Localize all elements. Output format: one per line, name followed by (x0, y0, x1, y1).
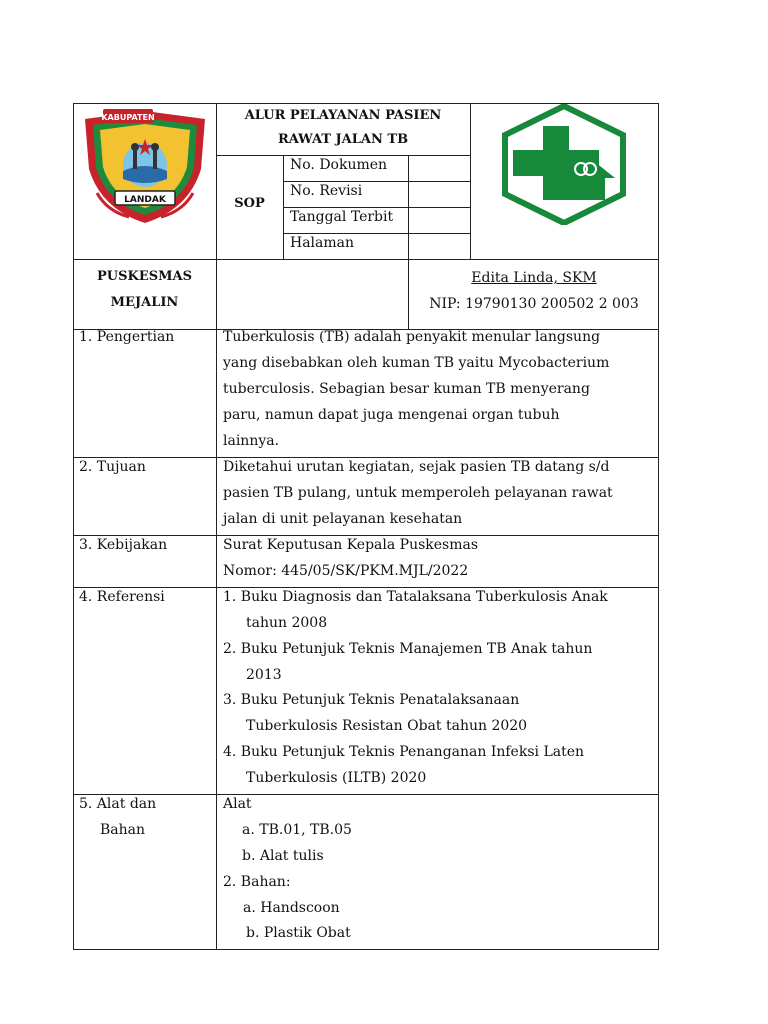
pengertian-line: Tuberkulosis (TB) adalah penyakit menular langsung (223, 329, 601, 345)
pengertian-line: tuberculosis. Sebagian besar kuman TB menyerang (223, 381, 590, 397)
referensi-line: 1. Buku Diagnosis dan Tatalaksana Tuberkulosis Anak (223, 589, 608, 605)
alat-bahan-line: 2. Bahan: (223, 874, 291, 890)
referensi-line: Tuberkulosis (ILTB) 2020 (246, 770, 427, 786)
doc-field-no-revisi: No. Revisi (290, 183, 363, 199)
doc-field-tanggal-terbit: Tanggal Terbit (290, 209, 394, 225)
tujuan-line: Diketahui urutan kegiatan, sejak pasien TB datang s/d (223, 459, 610, 475)
sop-title-line1: ALUR PELAYANAN PASIEN (244, 108, 442, 123)
pengertian-line: lainnya. (223, 433, 280, 449)
alat-bahan-line: a. Handscoon (243, 900, 340, 916)
alat-bahan-line: a. TB.01, TB.05 (242, 822, 352, 838)
logo-top-text: KABUPATEN (101, 113, 155, 122)
table-border-right (658, 103, 659, 950)
tujuan-line: pasien TB pulang, untuk memperoleh pelayanan rawat (223, 485, 613, 501)
doc-field-halaman: Halaman (290, 235, 355, 251)
pengertian-line: paru, namun dapat juga mengenai organ tubuh (223, 407, 560, 423)
kabupaten-landak-logo (77, 105, 213, 227)
sop-label: SOP (234, 196, 265, 211)
sop-title-line2: RAWAT JALAN TB (277, 132, 409, 147)
table-border-left (73, 103, 74, 950)
referensi-line: tahun 2008 (246, 615, 328, 631)
org-name-line2: MEJALIN (110, 295, 179, 310)
signer-name: Edita Linda, SKM (471, 270, 597, 286)
pengertian-line: yang disebabkan oleh kuman TB yaitu Mycobacterium (223, 355, 610, 371)
section-label-kebijakan: 3. Kebijakan (79, 537, 168, 553)
alat-bahan-line: b. Alat tulis (242, 848, 324, 864)
referensi-line: Tuberkulosis Resistan Obat tahun 2020 (246, 718, 528, 734)
row-line-4 (73, 794, 659, 795)
header-col-divider-1 (216, 103, 217, 950)
section-label-referensi: 4. Referensi (79, 589, 165, 605)
logo-bottom-text: LANDAK (124, 195, 166, 205)
header-bottom-line (73, 259, 659, 260)
doc-field-no-dokumen: No. Dokumen (290, 157, 388, 173)
section-label-pengertian: 1. Pengertian (79, 329, 175, 345)
org-name-line1: PUSKESMAS (97, 269, 192, 284)
signer-nip: NIP: 19790130 200502 2 003 (429, 296, 639, 312)
kebijakan-line: Nomor: 445/05/SK/PKM.MJL/2022 (223, 563, 469, 579)
puskesmas-health-logo (497, 104, 631, 225)
section-label-alat-bahan-2: Bahan (100, 822, 146, 838)
alat-bahan-line: Alat (223, 796, 252, 812)
referensi-line: 2013 (246, 667, 282, 683)
section-label-alat-bahan: 5. Alat dan (79, 796, 157, 812)
alat-bahan-line: b. Plastik Obat (246, 925, 351, 941)
table-border-bottom (73, 949, 659, 950)
referensi-line: 2. Buku Petunjuk Teknis Manajemen TB Anak tahun (223, 641, 593, 657)
tujuan-line: jalan di unit pelayanan kesehatan (223, 511, 463, 527)
section-label-tujuan: 2. Tujuan (79, 459, 146, 475)
referensi-line: 3. Buku Petunjuk Teknis Penatalaksanaan (223, 692, 520, 708)
kebijakan-line: Surat Keputusan Kepala Puskesmas (223, 537, 479, 553)
referensi-line: 4. Buku Petunjuk Teknis Penanganan Infeksi Laten (223, 744, 585, 760)
